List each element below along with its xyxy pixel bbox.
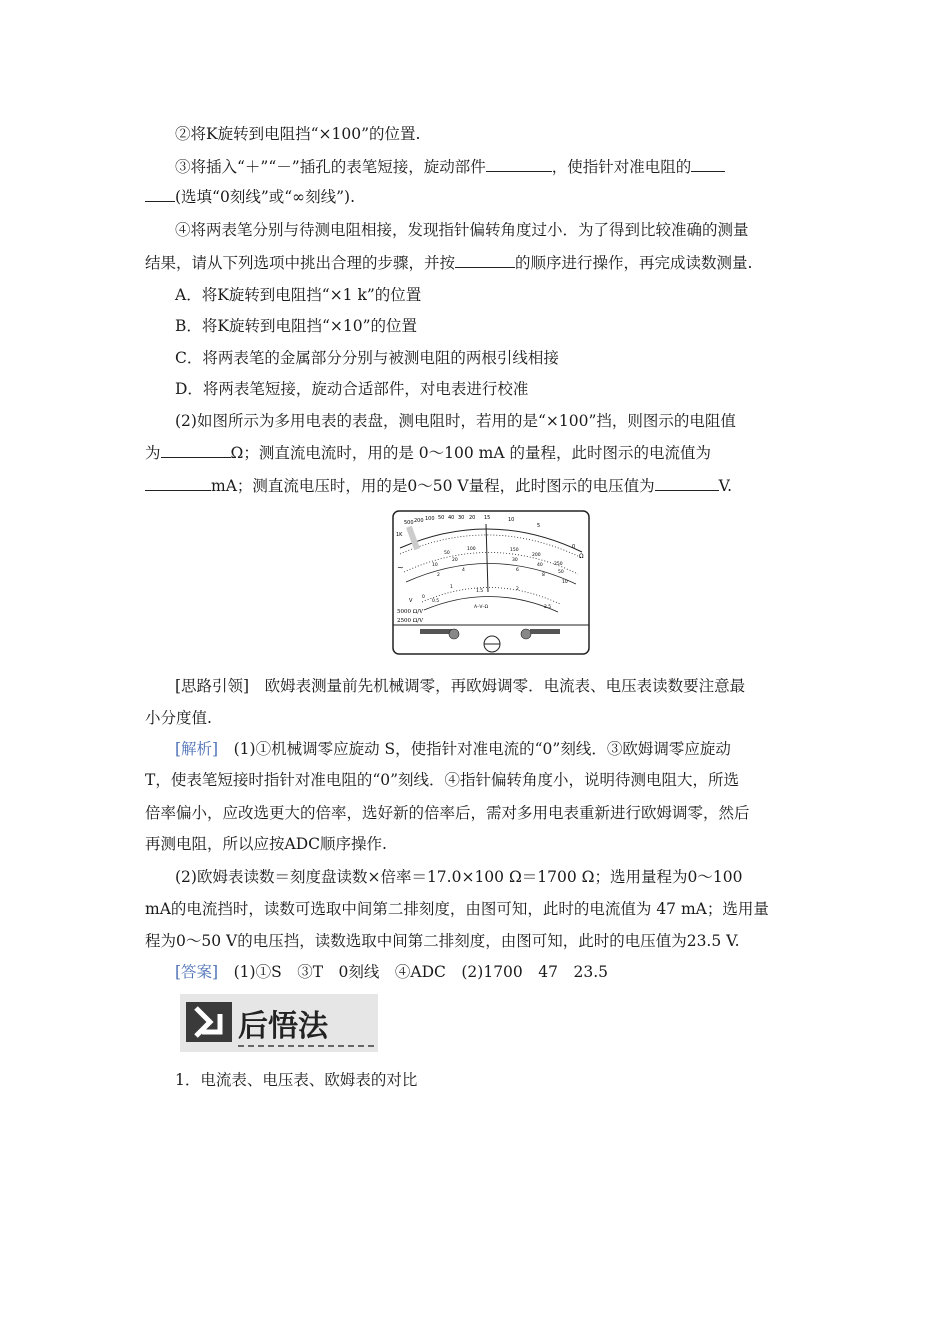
ohm-tick-label: 50	[438, 515, 445, 521]
step-2: ②将K旋转到电阻挡“×100”的位置.	[175, 125, 421, 143]
ac-tick-label: 1.5	[476, 589, 484, 594]
dc-tick-label: 10	[432, 563, 438, 568]
option-b: B．将K旋转到电阻挡“×10”的位置	[175, 317, 418, 335]
question-2-cont	[145, 442, 711, 464]
dc-tick-label: 30	[512, 558, 518, 563]
answer-blank-voltage[interactable]	[655, 475, 719, 491]
dc-tick-label: 20	[452, 558, 458, 563]
question-2-cont2	[145, 475, 732, 497]
v-label: V	[409, 598, 413, 604]
ac-tick-label: 0	[422, 595, 425, 600]
step-4-text-a: 结果，请从下列选项中挑出合理的步骤，并按	[145, 254, 456, 272]
step-4-text-b: 的顺序进行操作，再完成读数测量.	[515, 254, 753, 272]
answer-blank-zero-a[interactable]	[691, 156, 725, 172]
answer-blank-part[interactable]	[486, 156, 552, 172]
analysis-line-7: 程为0～50 V的电压挡，读数选取中间第二排刻度，由图可知，此时的电压值为23.5 V.	[145, 932, 740, 950]
footer-item: 1．电流表、电压表、欧姆表的对比	[175, 1071, 418, 1089]
answer-blank-resistance[interactable]	[161, 442, 231, 458]
analysis-line-1	[175, 738, 731, 760]
ac-tick-label: 2.5	[544, 605, 552, 610]
dc-tick-label: 50	[444, 551, 450, 556]
q2-text-d: V.	[718, 477, 733, 495]
ohm-tick-label: 100	[425, 516, 435, 522]
answer-text: (1)①S ③T 0刻线 ④ADC (2)1700 47 23.5	[233, 963, 609, 981]
spec-label: 2500 Ω/V	[397, 618, 424, 624]
step-3-text-a: ③将插入“＋”“－”插孔的表笔短接，旋动部件	[175, 158, 486, 176]
ohm-tick-label: 5	[537, 523, 541, 529]
step-4: ④将两表笔分别与待测电阻相接，发现指针偏转角度过小．为了得到比较准确的测量	[175, 221, 749, 239]
step-3-cont	[145, 186, 355, 208]
ohm-tick-label: 15	[484, 515, 491, 521]
ac-symbol: ~	[397, 563, 404, 572]
analysis-line-5: (2)欧姆表读数＝刻度盘读数×倍率＝17.0×100 Ω＝1700 Ω；选用量程为0～100	[175, 868, 743, 886]
answer-blank-zero-b[interactable]	[145, 186, 175, 202]
q2-text-a: 为	[145, 444, 161, 462]
dc-tick-label: 4	[462, 568, 465, 573]
adjust-knob-left[interactable]	[449, 629, 459, 639]
answer-line	[175, 961, 608, 983]
dc-tick-label: 10	[562, 580, 568, 585]
ohm-tick-label: 500	[404, 520, 414, 526]
q2-text-c: mA；测直流电压时，用的是0～50 V量程，此时图示的电压值为	[211, 477, 655, 495]
spec-label: 5000 Ω/V	[397, 609, 424, 615]
step-4-cont	[145, 252, 752, 274]
dc-tick-label: 40	[537, 563, 543, 568]
analysis-line-3: 倍率偏小，应改选更大的倍率，选好新的倍率后，需对多用电表重新进行欧姆调零，然后	[145, 804, 750, 822]
hint-text: 欧姆表测量前先机械调零，再欧姆调零．电流表、电压表读数要注意最	[264, 677, 746, 695]
adjust-slot-right[interactable]	[530, 629, 560, 634]
option-d: D．将两表笔短接，旋动合适部件，对电表进行校准	[175, 380, 529, 398]
ohm-tick-label: 10	[508, 517, 515, 523]
ohm-tick-label: 0	[572, 544, 576, 550]
dc-tick-label: 150	[510, 548, 519, 553]
ac-tick-label: 1	[450, 585, 453, 590]
dc-tick-label: 6	[516, 568, 519, 573]
ohm-tick-label: 40	[448, 515, 455, 521]
answer-blank-order[interactable]	[455, 252, 515, 268]
section-banner	[180, 994, 378, 1052]
analysis-line-6: mA的电流挡时，读数可选取中间第二排刻度，由图可知，此时的电流值为 47 mA；选用量	[145, 900, 769, 918]
hint-label: [思路引领]	[175, 677, 250, 695]
dc-tick-label: 8	[542, 573, 545, 578]
analysis-text: (1)①机械调零应旋动 S，使指针对准电流的“0”刻线．③欧姆调零应旋动	[233, 740, 731, 758]
q2-text-b: Ω；测直流电流时，用的是 0～100 mA 的量程，此时图示的电流值为	[230, 444, 711, 462]
step-3-text-b: ，使指针对准电阻的	[551, 158, 692, 176]
step-3	[175, 156, 725, 178]
ohm-tick-label: 20	[469, 515, 476, 521]
dc-tick-label: 50	[558, 570, 564, 575]
dc-tick-label: 2	[437, 573, 440, 578]
analysis-line-2: T，使表笔短接时指针对准电阻的“0”刻线．④指针偏转角度小，说明待测电阻大，所选	[145, 771, 740, 789]
analysis-label: [解析]	[175, 740, 219, 758]
ohm-tick-label: 200	[414, 518, 424, 524]
answer-blank-current[interactable]	[145, 475, 211, 491]
dc-tick-label: 200	[532, 553, 541, 558]
ohm-unit-label: Ω	[579, 553, 584, 560]
adjust-knob-right[interactable]	[521, 629, 531, 639]
ac-tick-label: 0.5	[432, 599, 440, 604]
dc-tick-label: 100	[467, 547, 476, 552]
dc-tick-label: 250	[554, 562, 563, 567]
question-2: (2)如图所示为多用电表的表盘，测电阻时，若用的是“×100”挡，则图示的电阻值	[175, 412, 736, 430]
ohm-tick-label: 30	[458, 515, 465, 521]
hint-line-1	[175, 675, 745, 697]
option-a: A．将K旋转到电阻挡“×1 k”的位置	[175, 286, 422, 304]
banner-title: 后悟法	[238, 1009, 328, 1044]
ac-tick-label: 2	[516, 587, 519, 592]
hint-line-2: 小分度值.	[145, 709, 212, 727]
multimeter-dial-figure	[392, 510, 590, 655]
center-label: A–V–Ω	[474, 605, 489, 610]
ohm-left-label: 1K	[396, 532, 403, 538]
option-c: C．将两表笔的金属部分分别与被测电阻的两根引线相接	[175, 349, 559, 367]
answer-label: [答案]	[175, 963, 219, 981]
step-3-text-c: (选填“0刻线”或“∞刻线”).	[175, 188, 355, 206]
analysis-line-4: 再测电阻，所以应按ADC顺序操作.	[145, 835, 387, 853]
